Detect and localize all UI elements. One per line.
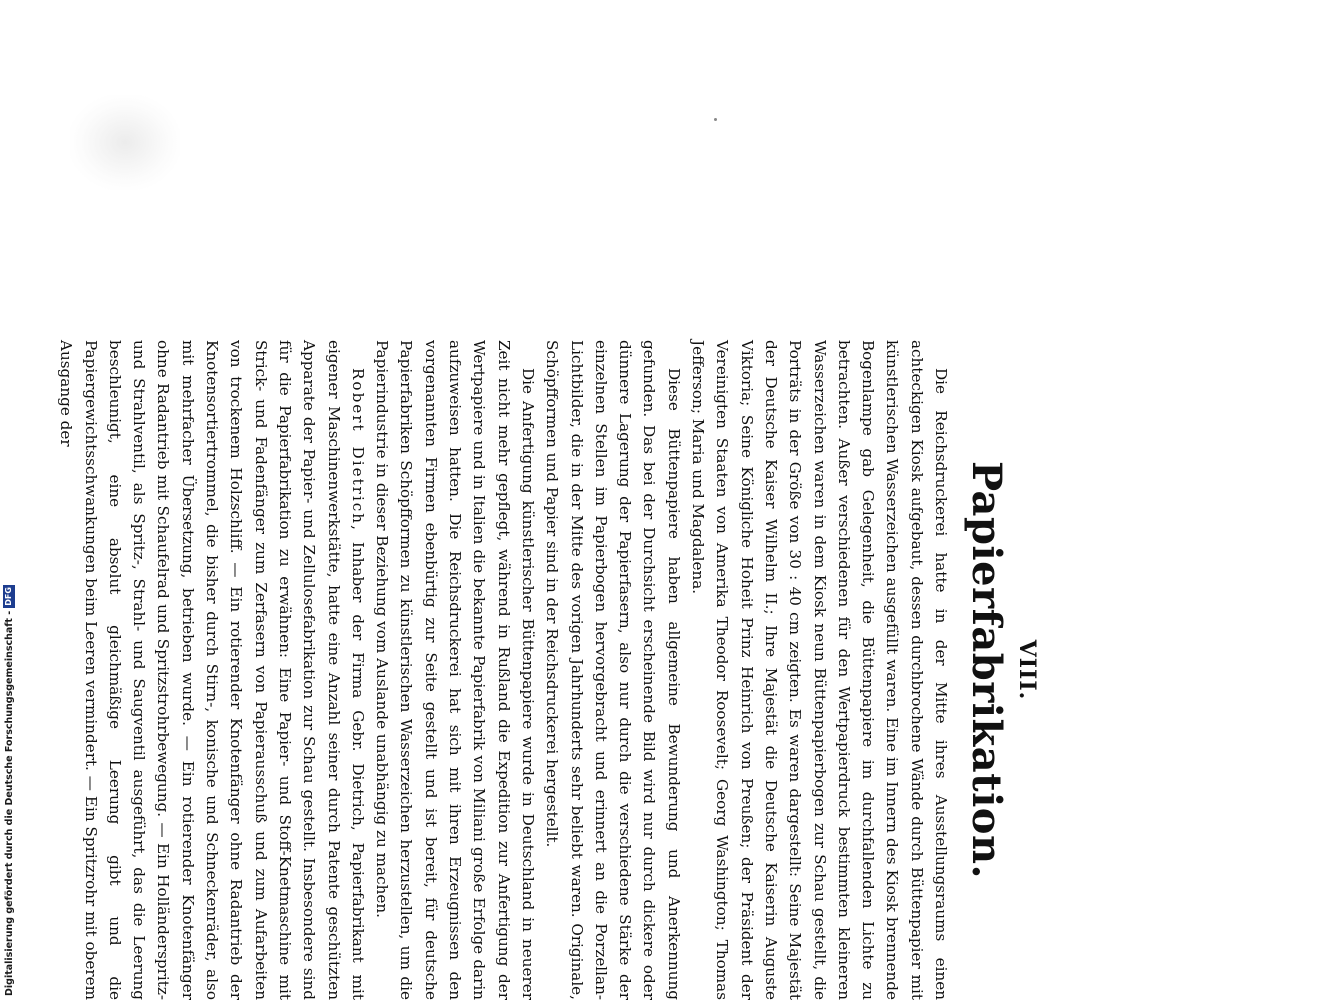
dfg-logo: DFG (4, 587, 13, 606)
paragraph-text: Die Reichsdruckerei hatte in der Mitte ihres Ausstellungsraums einen achteckigen Kiosk aufgebaut, dessen durchbrochene Wände durch Büttenpapier mit künstlerischen Wasserzeichen ausgefüllt waren. Eine im Innern des Kiosk brennende Bogenlampe gab Gelegenheit, die Büttenpapiere im durchfallenden Lichte zu betrachten. Außer verschiedenen für den Wertpapierdruck bestimmten kleineren Wasserzeichen waren in dem Kiosk neun Büttenpapierbogen zur Schau gestellt, die Porträts in der Größe von 30 : 40 cm zeigten. Es waren dargestellt: Seine Majestät der Deutsche Kaiser Wilhelm II.; Ihre Majestät die Deutsche Kaiserin Auguste Viktoria; Seine Königliche Hoheit Prinz Heinrich von Preußen; der Präsident der Vereinigten Staaten von Amerika Theodor Roosevelt; Georg Washington; Thomas Jefferson; Maria und Magdalena. (689, 340, 950, 1000)
credit-text: Digitalisierung gefördert durch die Deutsche Forschungsgemeinschaft - (3, 610, 15, 996)
scan-smudge (70, 95, 180, 190)
chapter-title: Papierfabrikation. (963, 461, 1010, 879)
paragraph-lead-name: Robert Dietrich (348, 368, 367, 526)
digitization-credit (1, 587, 17, 996)
chapter-number: VIII. (1014, 639, 1040, 701)
scan-speck (714, 118, 717, 121)
paragraph-1 (686, 340, 953, 1000)
page-content (57, 340, 1040, 1000)
paragraph-2 (540, 340, 686, 1000)
paragraph-text: , Inhaber der Firma Gebr. Dietrich, Papierfabrikant mit eigener Maschinenwerkstätte, hatte eine Anzahl seiner durch Patente geschützten Apparate der Papier- und Zellulosefabrikation zur Schau gestellt. Insbesondere sind für die Papierfabrikation zu erwähnen: Eine Papier- und Stoff-Knetmaschine mit Strick- und Fadenfänger zum Zerfasern von Papierausschuß und zum Aufarbeiten von trockenem Holzschliff. — Ein rotierender Knotenfänger ohne Radantrieb der Knotensortiertrommel, die bisher durch Stirn-, konische und Schneckenräder, also mit mehrfacher Übersetzung, betrieben wurde. — Ein rotierender Knotenfänger ohne Radantrieb mit Schaufelrad und Spritzstrohrbewegung. — Ein Holländerspritz- und Strahlventil, als Spritz-, Strahl- und Saugventil ausgeführt, das die Leerung beschleunigt, eine absolut gleichmäßige Leerung gibt und die Papiergewichtsschwankungen beim Leeren vermindert. — Ein Spritzrohr mit oberem Ausgange der (57, 340, 367, 1000)
paragraph-text: Die Anfertigung künstlerischer Büttenpapiere wurde in Deutschland in neuerer Zeit nicht mehr gepflegt, während in Rußland die Expedition zur Anfertigung der Wertpapiere und in Italien die bekannte Papierfabrik von Miliani große Erfolge darin aufzuweisen hatten. Die Reichsdruckerei hat sich mit ihren Erzeugnissen den vorgenannten Firmen ebenbürtig zur Seite gestellt und ist bereit, für deutsche Papierfabriken Schöpfformen zu künstlerischen Wasserzeichen herzustellen, um die Papierindustrie in dieser Beziehung vom Auslande unabhängig zu machen. (373, 340, 537, 1000)
paragraph-4 (54, 340, 370, 1000)
paragraph-text: Diese Büttenpapiere haben allgemeine Bewunderung und Anerkennung gefunden. Das bei der Durchsicht erscheinende Bild wird nur durch dickere oder dünnere Lagerung der Papierfasern, also nur durch die verschiedene Stärke der einzelnen Stellen im Papierbogen hervorgebracht und erinnert an die Porzellan-Lichtbilder, die in der Mitte des vorigen Jahrhunderts sehr beliebt waren. Originale, Schöpfformen und Papier sind in der Reichsdruckerei hergestellt. (543, 340, 683, 1000)
rotated-page-content (57, 340, 1040, 1000)
paragraph-3 (370, 340, 540, 1000)
body-text (54, 340, 953, 1000)
